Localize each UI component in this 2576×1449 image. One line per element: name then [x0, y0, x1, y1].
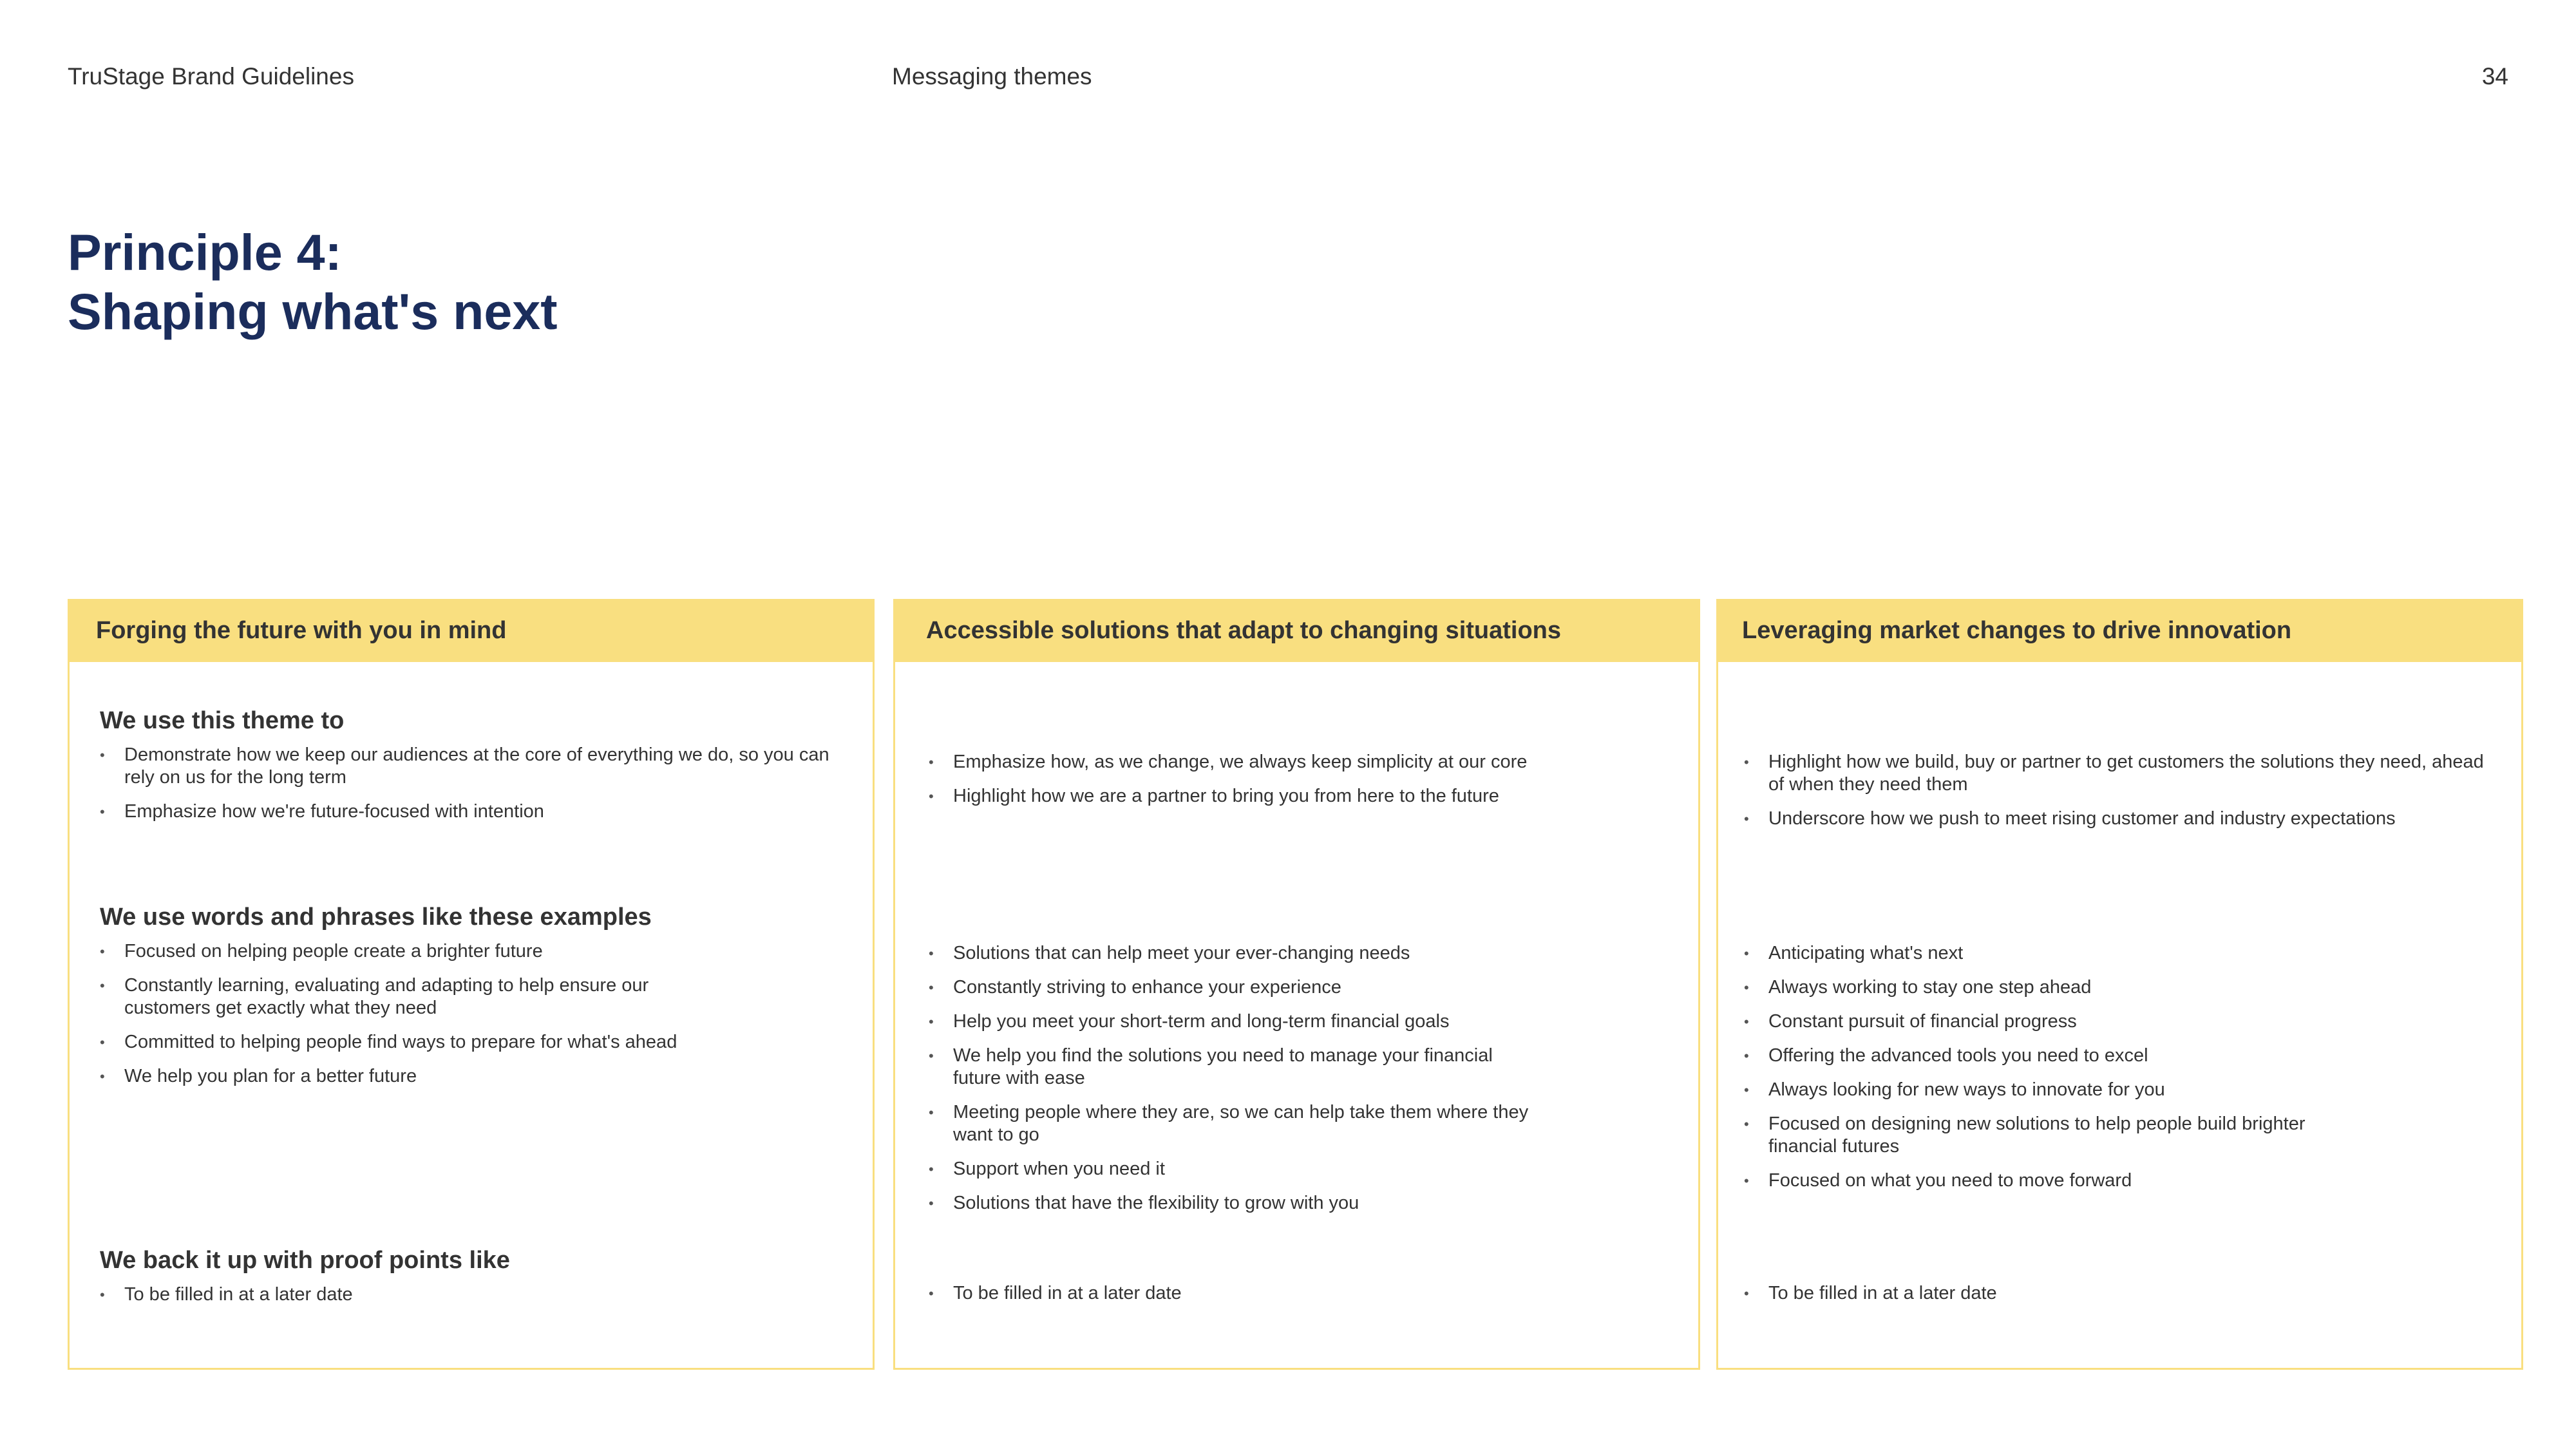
- list-item: • Constant pursuit of financial progress: [1744, 1010, 2348, 1033]
- theme-column-3: [1716, 599, 2523, 1370]
- column-heading: Accessible solutions that adapt to changing situations: [893, 599, 1700, 662]
- list-item: • Always working to stay one step ahead: [1744, 976, 2348, 999]
- list-item: • Support when you need it: [929, 1158, 1533, 1180]
- list-item: • Committed to helping people find ways to prepare for what's ahead: [100, 1031, 704, 1054]
- list-item: • To be filled in at a later date: [100, 1283, 847, 1306]
- proof-list: [929, 1282, 1672, 1305]
- list-item: • Highlight how we build, buy or partner to get customers the solutions they need, ahead of when they need them: [1744, 751, 2496, 796]
- list-item: • To be filled in at a later date: [929, 1282, 1672, 1305]
- list-item: • Focused on designing new solutions to help people build brighter financial futures: [1744, 1113, 2348, 1158]
- words-section: [929, 942, 1672, 1226]
- list-item: • Meeting people where they are, so we can help take them where they want to go: [929, 1101, 1533, 1146]
- page-number: 34: [2481, 63, 2508, 90]
- proof-section: [929, 1282, 1672, 1316]
- proof-section: [100, 1247, 847, 1318]
- column-heading: Forging the future with you in mind: [68, 599, 875, 662]
- list-item: • To be filled in at a later date: [1744, 1282, 2496, 1305]
- use-section: [1744, 751, 2496, 842]
- words-section: [100, 904, 847, 1099]
- list-item: • Focused on helping people create a brighter future: [100, 940, 704, 963]
- use-heading: We use this theme to: [100, 707, 345, 734]
- list-item: • Solutions that have the flexibility to grow with you: [929, 1192, 1533, 1215]
- page-title-line-1: Principle 4:: [68, 223, 342, 281]
- list-item: • Constantly striving to enhance your experience: [929, 976, 1533, 999]
- words-list: [100, 940, 847, 1088]
- list-item: • Always looking for new ways to innovate for you: [1744, 1079, 2348, 1101]
- words-list: [929, 942, 1672, 1215]
- proof-heading: We back it up with proof points like: [100, 1247, 510, 1274]
- page-title: [68, 223, 558, 341]
- list-item: • Help you meet your short-term and long-term financial goals: [929, 1010, 1533, 1033]
- list-item: • Constantly learning, evaluating and adapting to help ensure our customers get exactly what they need: [100, 974, 704, 1019]
- column-heading: Leveraging market changes to drive innovation: [1716, 599, 2523, 662]
- list-item: • Demonstrate how we keep our audiences at the core of everything we do, so you can rely on us for the long term: [100, 744, 847, 789]
- proof-list: [1744, 1282, 2496, 1305]
- list-item: • We help you plan for a better future: [100, 1065, 704, 1088]
- list-item: • Offering the advanced tools you need to excel: [1744, 1045, 2348, 1067]
- words-section: [1744, 942, 2496, 1204]
- list-item: • Focused on what you need to move forward: [1744, 1170, 2348, 1192]
- use-section: [100, 707, 847, 835]
- proof-section: [1744, 1282, 2496, 1316]
- list-item: • Emphasize how, as we change, we always keep simplicity at our core: [929, 751, 1672, 773]
- use-section: [929, 751, 1672, 819]
- words-heading: We use words and phrases like these examples: [100, 904, 652, 931]
- theme-column-2: [893, 599, 1700, 1370]
- brand-name: TruStage Brand Guidelines: [68, 63, 354, 90]
- list-item: • We help you find the solutions you need to manage your financial future with ease: [929, 1045, 1533, 1090]
- use-list: [100, 744, 847, 823]
- proof-list: [100, 1283, 847, 1306]
- page-title-line-2: Shaping what's next: [68, 283, 558, 340]
- use-list: [929, 751, 1672, 808]
- list-item: • Underscore how we push to meet rising customer and industry expectations: [1744, 808, 2496, 830]
- list-item: • Solutions that can help meet your ever-changing needs: [929, 942, 1533, 965]
- list-item: • Emphasize how we're future-focused with intention: [100, 800, 847, 823]
- theme-column-1: [68, 599, 875, 1370]
- words-list: [1744, 942, 2496, 1192]
- use-list: [1744, 751, 2496, 830]
- list-item: • Highlight how we are a partner to bring you from here to the future: [929, 785, 1672, 808]
- list-item: • Anticipating what's next: [1744, 942, 2348, 965]
- section-name: Messaging themes: [892, 63, 1092, 90]
